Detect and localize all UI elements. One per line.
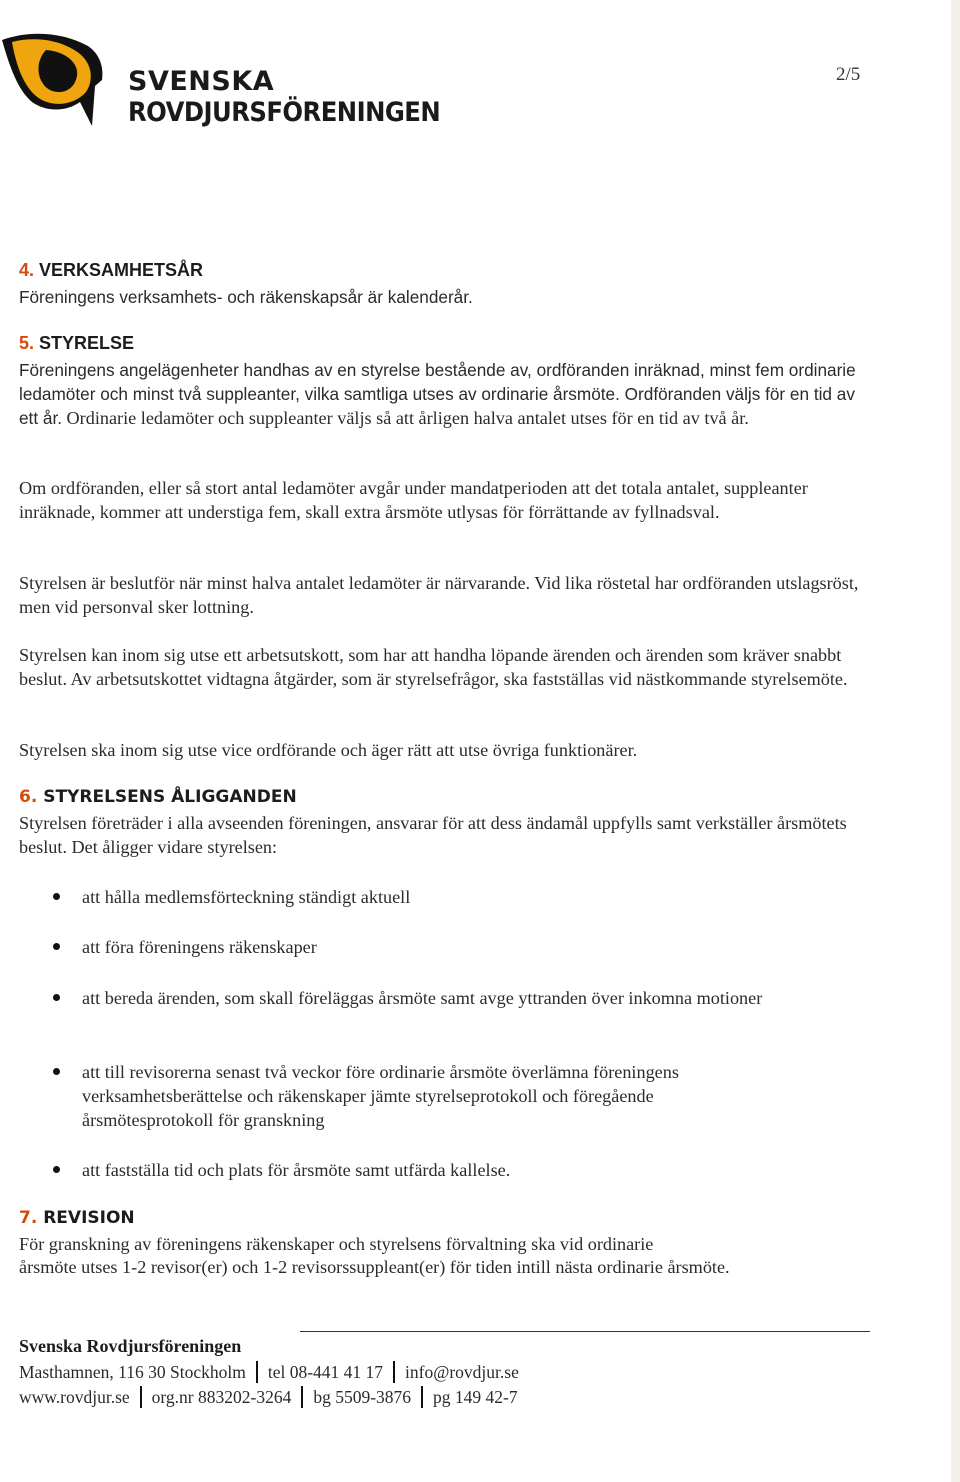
logo-line-1: SVENSKA: [128, 66, 275, 97]
bullet-dot: [53, 943, 60, 950]
section-7-title: REVISION: [43, 1208, 135, 1228]
footer-plusgiro: pg 149 42-7: [433, 1386, 518, 1407]
page-edge: [951, 0, 960, 1482]
section-5-paragraph-4: Styrelsen kan inom sig utse ett arbetsutskott, som har att handha löpande ärenden och ärenden som kräver snabbt beslut. Av arbetsutskottet vidtagna åtgärder, som är styrelsefrågor, ska fastställas vid nästkommande styrelsemöte.: [19, 645, 848, 689]
list-item: att fastställa tid och plats för årsmöte samt utfärda kallelse.: [82, 1160, 511, 1180]
list-item: att hålla medlemsförteckning ständigt aktuell: [82, 887, 411, 907]
footer-orgnr: org.nr 883202-3264: [151, 1386, 292, 1407]
footer-phone: tel 08-441 41 17: [267, 1361, 384, 1382]
section-7-heading: [19, 1208, 135, 1228]
section-5-heading: [19, 333, 134, 354]
bullet-dot: [53, 994, 60, 1001]
section-6-text: Styrelsen företräder i alla avseenden föreningen, ansvarar för att dess ändamål uppfylls samt verkställer årsmötets beslut. Det åligger vidare styrelsen:: [19, 813, 847, 857]
section-5-paragraph-5: Styrelsen ska inom sig utse vice ordförande och äger rätt att utse övriga funktionärer.: [19, 740, 638, 760]
footer-separator: [421, 1386, 423, 1408]
section-5-paragraph-2: Om ordföranden, eller så stort antal ledamöter avgår under mandatperioden att det totala antalet, suppleanter inräknade, kommer att understiga fem, skall extra årsmöte utlysas för förrättande av fyllnadsval.: [19, 478, 808, 522]
footer-separator: [301, 1386, 303, 1408]
footer-separator: [256, 1361, 258, 1383]
footer-separator: [140, 1386, 142, 1408]
section-4-title: VERKSAMHETSÅR: [39, 260, 204, 280]
footer-separator: [393, 1361, 395, 1383]
section-6-title: STYRELSENS ÅLIGGANDEN: [43, 787, 297, 807]
section-5-paragraph-3: Styrelsen är beslutför när minst halva antalet ledamöter är närvarande. Vid lika röstetal har ordföranden utslagsröst, men vid personval sker lottning.: [19, 573, 859, 617]
footer-org-name: Svenska Rovdjursföreningen: [19, 1336, 242, 1356]
section-7-line-1: För granskning av föreningens räkenskaper och styrelsens förvaltning ska vid ordinarie: [19, 1234, 654, 1254]
bullet-dot: [53, 1068, 60, 1075]
page-number: 2/5: [836, 64, 861, 85]
section-4-heading: [19, 260, 203, 281]
logo-wordmark: [128, 66, 475, 128]
footer-registry-line: [19, 1386, 518, 1408]
section-5-p1-serif: Ordinarie ledamöter och suppleanter väljs så att årligen halva antalet utses för en tid av två år.: [62, 408, 749, 428]
footer-website[interactable]: www.rovdjur.se: [19, 1386, 130, 1407]
section-4-text: Föreningens verksamhets- och räkenskapsår är kalenderår.: [19, 287, 473, 307]
section-7-number: 7.: [19, 1208, 38, 1228]
section-5-paragraph-1: [19, 358, 859, 430]
section-6-number: 6.: [19, 787, 38, 807]
list-item: att föra föreningens räkenskaper: [82, 937, 317, 957]
section-5-p1-sans: Föreningens angelägenheter handhas av en styrelse bestående av, ordföranden inräknad, minst fem ordinarie ledamöter och minst två suppleanter, vilka samtliga utses av ordinarie årsmöte. Ordföranden väljs för en tid av ett år.: [19, 360, 856, 428]
list-item: att bereda ärenden, som skall föreläggas årsmöte samt avge yttranden över inkomna motioner: [82, 988, 763, 1008]
list-item: att till revisorerna senast två veckor före ordinarie årsmöte överlämna föreningens verksamhetsberättelse och räkenskaper jämte styrelseprotokoll och föregående årsmötesprotokoll för granskning: [82, 1062, 679, 1130]
section-5-number: 5.: [19, 333, 35, 353]
footer-contact-line: [19, 1361, 519, 1383]
footer-bankgiro: bg 5509-3876: [313, 1386, 412, 1407]
bullet-dot: [53, 893, 60, 900]
bullet-dot: [53, 1166, 60, 1173]
logo: [0, 28, 441, 128]
footer-email[interactable]: info@rovdjur.se: [405, 1361, 519, 1382]
footer-divider: [300, 1331, 870, 1332]
section-4-number: 4.: [19, 260, 35, 280]
eye-logo-icon: [0, 28, 130, 128]
logo-line-2: ROVDJURSFÖRENINGEN: [128, 97, 441, 128]
section-5-title: STYRELSE: [39, 333, 135, 353]
section-7-line-2: årsmöte utses 1-2 revisor(er) och 1-2 revisorssuppleant(er) för tiden intill nästa ordinarie årsmöte.: [19, 1257, 730, 1277]
footer-address: Masthamnen, 116 30 Stockholm: [19, 1361, 246, 1382]
section-6-heading: [19, 787, 297, 807]
